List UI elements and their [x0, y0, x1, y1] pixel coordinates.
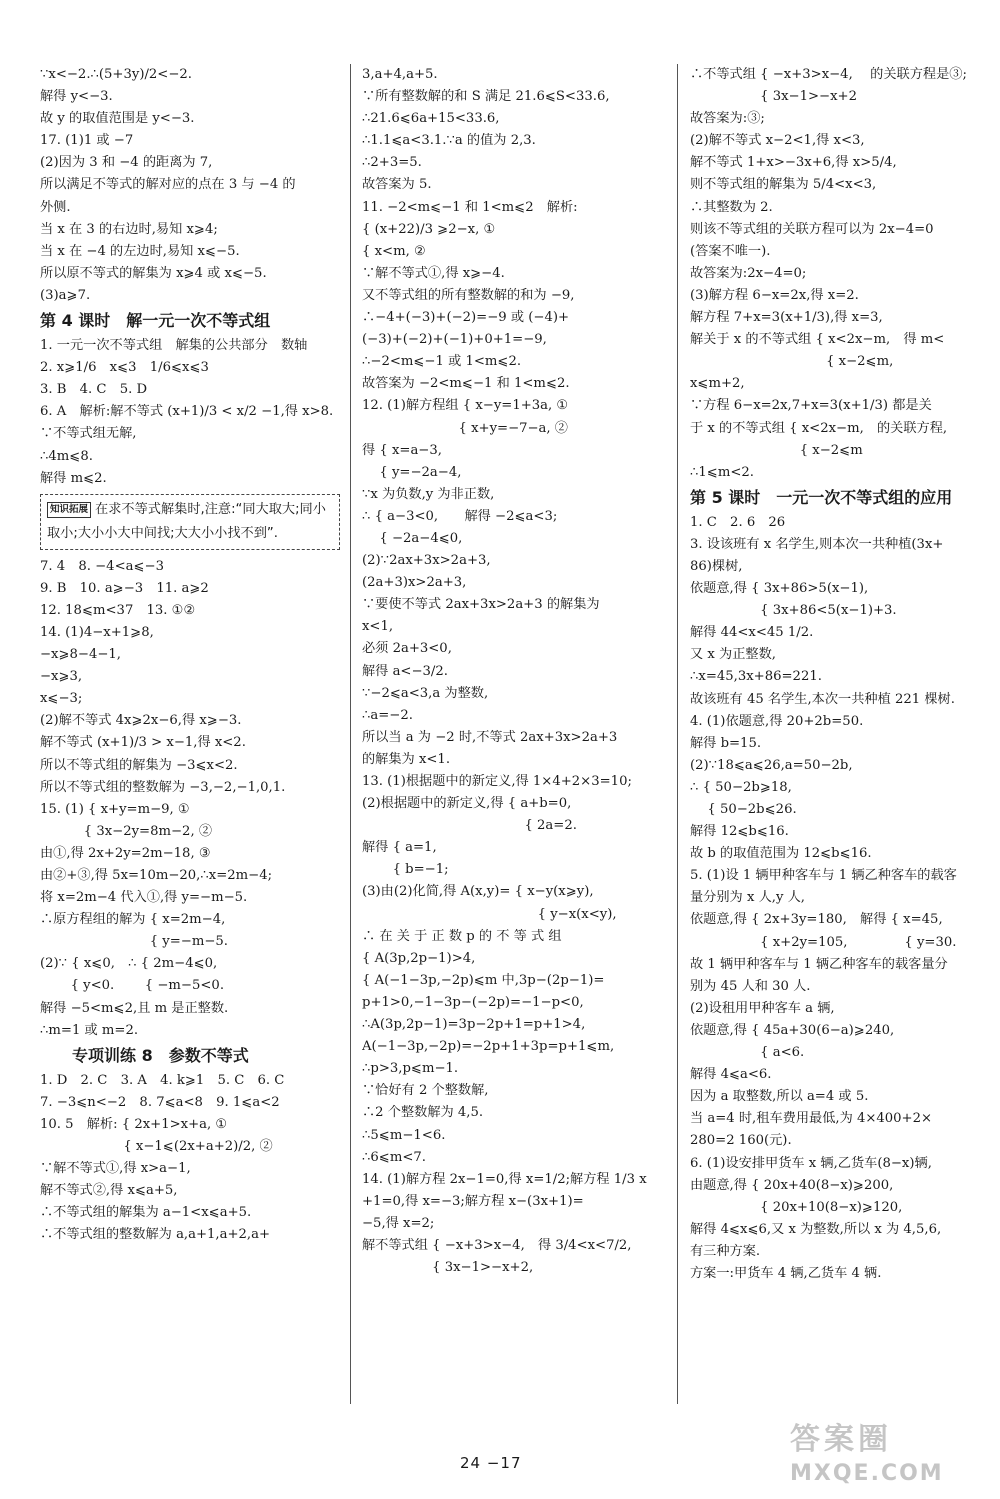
answer-line: 的解集为 x<1.: [362, 751, 451, 767]
answer-line: ∴p>3,p⩽m−1.: [362, 1061, 459, 1077]
answer-line: −5,得 x=2;: [362, 1215, 435, 1231]
answer-line: { 3x−1>−x+2,: [362, 1260, 534, 1276]
answer-line: { y−x(x<y),: [362, 906, 617, 922]
answer-line: 当 x 在 −4 的左边时,易知 x⩽−5.: [40, 243, 240, 259]
answer-line: 故答案为 −2<m⩽−1 和 1<m⩽2.: [362, 376, 570, 392]
answer-line: (−3)+(−2)+(−1)+0+1=−9,: [362, 332, 547, 348]
answer-line: { y=−m−5.: [40, 934, 228, 950]
answer-line: ∴ { a−3<0, 解得 −2⩽a<3;: [362, 508, 558, 524]
answer-line: 2. x⩾1/6 x⩽3 1/6⩽x⩽3: [40, 360, 209, 376]
answer-line: 依题意,得 { 2x+3y=180, 解得 { x=45,: [690, 912, 943, 928]
answer-line: ∴6⩽m<7.: [362, 1149, 426, 1165]
answer-line: ∵x<−2.∴(5+3y)/2<−2.: [40, 67, 192, 82]
answer-line: 故答案为:③;: [690, 111, 765, 127]
answer-line: 86)棵树,: [690, 558, 743, 574]
answer-line: 解得 4⩽x⩽6,又 x 为整数,所以 x 为 4,5,6,: [690, 1221, 942, 1237]
page-number: 24 −17: [460, 1454, 522, 1472]
answer-line: 又 x 为正整数,: [690, 647, 776, 663]
answer-line: 故答案为 5.: [362, 177, 432, 193]
answer-line: 方案一:甲货车 4 辆,乙货车 4 辆.: [690, 1265, 882, 1281]
answer-line: ∴5⩽m−1<6.: [362, 1127, 446, 1143]
answer-line: −x⩾3,: [40, 669, 83, 685]
answer-line: { a<6.: [690, 1045, 805, 1061]
answer-line: 故 b 的取值范围为 12⩽b⩽16.: [690, 846, 872, 862]
answer-line: 解得 a<−3/2.: [362, 663, 448, 679]
answer-line: { y<0. { −m−5<0.: [40, 978, 225, 994]
answer-column-right: [690, 64, 990, 1285]
answer-column-left: [40, 64, 340, 1247]
answer-line: 故该班有 45 名学生,本次一共种植 221 棵树.: [690, 691, 955, 707]
answer-line: { 3x−1>−x+2: [690, 89, 857, 105]
answer-line: 将 x=2m−4 代入①,得 y=−m−5.: [40, 890, 248, 906]
answer-line: ∴m=1 或 m=2.: [40, 1022, 139, 1038]
answer-line: { A(−1−3p,−2p)⩽m 中,3p−(2p−1)=: [362, 972, 605, 988]
answer-line: ∵解不等式①,得 x>a−1,: [40, 1161, 191, 1177]
answer-line: ∴不等式组的整数解为 a,a+1,a+2,a+: [40, 1227, 271, 1243]
answer-line: 于 x 的不等式组 { x<2x−m, 的关联方程,: [690, 420, 948, 436]
answer-line: 由①,得 2x+2y=2m−18, ③: [40, 845, 211, 861]
answer-line: ∴不等式组 { −x+3>x−4, 的关联方程是③;: [690, 67, 967, 82]
answer-line: 当 a=4 时,租车费用最低,为 4×400+2×: [690, 1111, 933, 1127]
answer-line: 解得 −5<m⩽2,且 m 是正整数.: [40, 1000, 229, 1016]
answer-line: (3)由(2)化简,得 A(x,y)= { x−y(x⩾y),: [362, 884, 594, 900]
answer-line: (2)设租用甲种客车 a 辆,: [690, 1000, 835, 1016]
answer-line: 解得 { a=1,: [362, 840, 437, 856]
answer-line: 量分别为 x 人,y 人,: [690, 890, 805, 906]
answer-line: 有三种方案.: [690, 1243, 761, 1259]
answer-line: ∴ { 50−2b⩾18,: [690, 779, 792, 795]
answer-line: 12. (1)解方程组 { x−y=1+3a, ①: [362, 398, 569, 414]
answer-line: 解得 m⩽2.: [40, 470, 107, 486]
answer-line: (2a+3)x>2a+3,: [362, 575, 467, 591]
answer-line: 依题意,得 { 3x+86>5(x−1),: [690, 581, 869, 597]
answer-column-middle: [362, 64, 668, 1279]
answer-line: 则不等式组的解集为 5/4<x<3,: [690, 177, 877, 193]
answer-line: 解关于 x 的不等式组 { x<2x−m, 得 m<: [690, 332, 945, 348]
answer-line: 10. 5 解析: { 2x+1>x+a, ①: [40, 1116, 228, 1132]
answer-line: { −2a−4⩽0,: [362, 530, 463, 546]
answer-line: x⩽−3;: [40, 691, 83, 707]
section-heading: 专项训练 8 参数不等式: [40, 1045, 249, 1065]
watermark-text: 答案圈: [790, 1422, 892, 1457]
answer-line: 1. 一元一次不等式组 解集的公共部分 数轴: [40, 338, 308, 354]
answer-line: (2)解不等式 x−2<1,得 x<3,: [690, 133, 865, 149]
answer-line: 因为 a 取整数,所以 a=4 或 5.: [690, 1089, 869, 1105]
answer-line: { 3x−2y=8m−2, ②: [40, 823, 213, 839]
answer-line: ∵解不等式①,得 x⩾−4.: [362, 265, 505, 281]
watermark-logo: [790, 1420, 990, 1492]
answer-line: 解得 12⩽b⩽16.: [690, 824, 789, 840]
answer-line: 4. (1)依题意,得 20+2b=50.: [690, 713, 864, 729]
answer-line: (2)解不等式 4x⩾2x−6,得 x⩾−3.: [40, 713, 242, 729]
answer-line: 7. 4 8. −4<a⩽−3: [40, 558, 164, 574]
answer-line: 别为 45 人和 30 人.: [690, 978, 811, 994]
answer-line: 由②+③,得 5x=10m−20,∴x=2m−4;: [40, 868, 273, 883]
answer-line: ∴2 个整数解为 4,5.: [362, 1105, 484, 1121]
watermark-url: MXQE.COM: [790, 1461, 944, 1486]
answer-line: 解得 44<x<45 1/2.: [690, 625, 814, 641]
answer-line: ∵恰好有 2 个整数解,: [362, 1083, 489, 1099]
answer-line: 所以当 a 为 −2 时,不等式 2ax+3x>2a+3: [362, 729, 618, 745]
answer-line: { A(3p,2p−1)>4,: [362, 950, 476, 966]
answer-line: ∴1⩽m<2.: [690, 464, 754, 480]
answer-line: (2)因为 3 和 −4 的距离为 7,: [40, 155, 213, 171]
answer-line: 解得 4⩽a<6.: [690, 1067, 772, 1083]
answer-line: { 20x+10(8−x)⩾120,: [690, 1199, 903, 1215]
answer-line: 6. A 解析:解不等式 (x+1)/3 < x/2 −1,得 x>8.: [40, 404, 334, 420]
answer-line: (3)解方程 6−x=2x,得 x=2.: [690, 287, 859, 303]
tip-tag: 知识拓展: [47, 502, 91, 518]
answer-line: ∴4m⩽8.: [40, 448, 93, 464]
answer-line: { b=−1;: [362, 862, 449, 878]
answer-line: 1. C 2. 6 26: [690, 514, 786, 530]
answer-line: { 3x+86<5(x−1)+3.: [690, 603, 897, 619]
answer-line: 解得 y<−3.: [40, 89, 113, 105]
answer-line: 解不等式组 { −x+3>x−4, 得 3/4<x<7/2,: [362, 1237, 632, 1253]
answer-line: 解不等式②,得 x⩽a+5,: [40, 1183, 178, 1199]
answer-line: 14. (1)解方程 2x−1=0,得 x=1/2;解方程 1/3 x: [362, 1171, 647, 1187]
answer-line: ∴x=45,3x+86=221.: [690, 669, 822, 685]
answer-line: 15. (1) { x+y=m−9, ①: [40, 801, 190, 817]
answer-line: { x<m, ②: [362, 243, 426, 259]
answer-line: 当 x 在 3 的右边时,易知 x⩾4;: [40, 221, 218, 237]
answer-line: 解方程 7+x=3(x+1/3),得 x=3,: [690, 310, 883, 326]
column-divider: [677, 64, 678, 1404]
answer-line: x⩽m+2,: [690, 376, 745, 392]
answer-line: { x+y=−7−a, ②: [362, 420, 568, 436]
answer-line: 7. −3⩽n<−2 8. 7⩽a<8 9. 1⩽a<2: [40, 1094, 280, 1110]
answer-line: { x−2⩽m: [690, 442, 863, 458]
answer-line: (2)根据题中的新定义,得 { a+b=0,: [362, 796, 572, 812]
answer-line: ∴a=−2.: [362, 707, 413, 723]
answer-line: { x+2y=105, { y=30.: [690, 934, 957, 950]
answer-line: ∴ 在 关 于 正 数 p 的 不 等 式 组: [362, 928, 562, 944]
answer-line: 3. B 4. C 5. D: [40, 382, 148, 398]
answer-line: 必须 2a+3<0,: [362, 641, 452, 657]
answer-line: ∴−4+(−3)+(−2)=−9 或 (−4)+: [362, 310, 570, 326]
answer-line: 故 1 辆甲种客车与 1 辆乙种客车的载客量分: [690, 956, 948, 972]
answer-line: A(−1−3p,−2p)=−2p+1+3p=p+1⩽m,: [362, 1039, 615, 1055]
answer-line: { x−2⩽m,: [690, 354, 894, 370]
answer-line: ∵x 为负数,y 为非正数,: [362, 486, 495, 502]
answer-line: (答案不唯一).: [690, 243, 771, 259]
answer-line: 解得 b=15.: [690, 735, 762, 751]
answer-line: x<1,: [362, 619, 394, 635]
answer-line: 3,a+4,a+5.: [362, 67, 438, 82]
answer-line: −x⩾8−4−1,: [40, 647, 121, 663]
answer-line: 则该不等式组的关联方程可以为 2x−4=0: [690, 221, 934, 237]
answer-line: ∴不等式组的解集为 a−1<x⩽a+5.: [40, 1205, 252, 1221]
answer-line: 11. −2<m⩽−1 和 1<m⩽2 解析:: [362, 199, 578, 215]
answer-line: 故答案为:2x−4=0;: [690, 265, 807, 281]
answer-line: ∴其整数为 2.: [690, 199, 773, 215]
answer-line: 由题意,得 { 20x+40(8−x)⩾200,: [690, 1177, 894, 1193]
answer-line: ∴1.1⩽a<3.1.∵a 的值为 2,3.: [362, 133, 536, 149]
answer-line: 6. (1)设安排甲货车 x 辆,乙货车(8−x)辆,: [690, 1155, 932, 1171]
answer-line: 14. (1)4−x+1⩾8,: [40, 624, 154, 640]
answer-line: 又不等式组的所有整数解的和为 −9,: [362, 287, 575, 303]
column-divider: [350, 64, 351, 1404]
section-heading: 第 4 课时 解一元一次不等式组: [40, 311, 271, 331]
answer-line: 1. D 2. C 3. A 4. k⩾1 5. C 6. C: [40, 1072, 285, 1088]
answer-line: 得 { x=a−3,: [362, 442, 442, 458]
answer-line: 280=2 160(元).: [690, 1133, 792, 1149]
answer-line: (2)∵ { x⩽0, ∴ { 2m−4⩽0,: [40, 956, 218, 972]
answer-line: 12. 18⩽m<37 13. ①②: [40, 602, 196, 618]
knowledge-tip-box: [40, 494, 340, 550]
answer-line: 外侧.: [40, 199, 71, 215]
answer-line: p+1>0,−1−3p−(−2p)=−1−p<0,: [362, 994, 584, 1010]
answer-line: 17. (1)1 或 −7: [40, 133, 134, 149]
section-heading: 第 5 课时 一元一次不等式组的应用: [690, 487, 953, 507]
answer-line: 故 y 的取值范围是 y<−3.: [40, 111, 195, 127]
answer-line: { (x+22)/3 ⩾2−x, ①: [362, 221, 496, 237]
answer-line: 13. (1)根据题中的新定义,得 1×4+2×3=10;: [362, 774, 632, 789]
answer-line: ∴A(3p,2p−1)=3p−2p+1=p+1>4,: [362, 1017, 586, 1033]
answer-line: { 50−2b⩽26.: [690, 802, 797, 817]
answer-line: ∴−2<m⩽−1 或 1<m⩽2.: [362, 354, 522, 370]
answer-line: (2)∵18⩽a⩽26,a=50−2b,: [690, 757, 853, 773]
answer-line: ∵方程 6−x=2x,7+x=3(x+1/3) 都是关: [690, 398, 932, 414]
answer-line: 所以不等式组的整数解为 −3,−2,−1,0,1.: [40, 779, 286, 795]
answer-line: ∴原方程组的解为 { x=2m−4,: [40, 912, 226, 928]
answer-line: (2)∵2ax+3x>2a+3,: [362, 553, 491, 569]
answer-line: ∴2+3=5.: [362, 155, 422, 171]
answer-line: { 2a=2.: [362, 818, 577, 834]
answer-line: ∵不等式组无解,: [40, 426, 137, 442]
answer-line: 9. B 10. a⩾−3 11. a⩾2: [40, 580, 209, 596]
answer-line: ∵−2⩽a<3,a 为整数,: [362, 685, 489, 701]
answer-line: { x−1⩽(2x+a+2)/2, ②: [40, 1139, 273, 1155]
answer-line: 解不等式 1+x>−3x+6,得 x>5/4,: [690, 155, 897, 171]
answer-line: 所以满足不等式的解对应的点在 3 与 −4 的: [40, 177, 296, 193]
answer-line: { y=−2a−4,: [362, 464, 462, 480]
answer-line: 解不等式 (x+1)/3 > x−1,得 x<2.: [40, 735, 246, 751]
answer-line: (3)a⩾7.: [40, 287, 91, 303]
answer-line: ∵所有整数解的和 S 满足 21.6⩽S<33.6,: [362, 89, 610, 105]
answer-line: ∴21.6⩽6a+15<33.6,: [362, 111, 500, 127]
answer-line: 所以不等式组的解集为 −3⩽x<2.: [40, 757, 238, 773]
tip-text: 在求不等式解集时,注意:“同大取大;同小取小;大小小大中间找;大大小小找不到”.: [47, 501, 326, 541]
answer-line: 依题意,得 { 45a+30(6−a)⩾240,: [690, 1022, 895, 1038]
answer-line: 所以原不等式的解集为 x⩾4 或 x⩽−5.: [40, 265, 267, 281]
answer-line: 5. (1)设 1 辆甲种客车与 1 辆乙种客车的载客: [690, 868, 957, 884]
answer-line: ∵要使不等式 2ax+3x>2a+3 的解集为: [362, 597, 600, 613]
answer-line: 3. 设该班有 x 名学生,则本次一共种植(3x+: [690, 536, 944, 552]
answer-line: +1=0,得 x=−3;解方程 x−(3x+1)=: [362, 1193, 584, 1209]
